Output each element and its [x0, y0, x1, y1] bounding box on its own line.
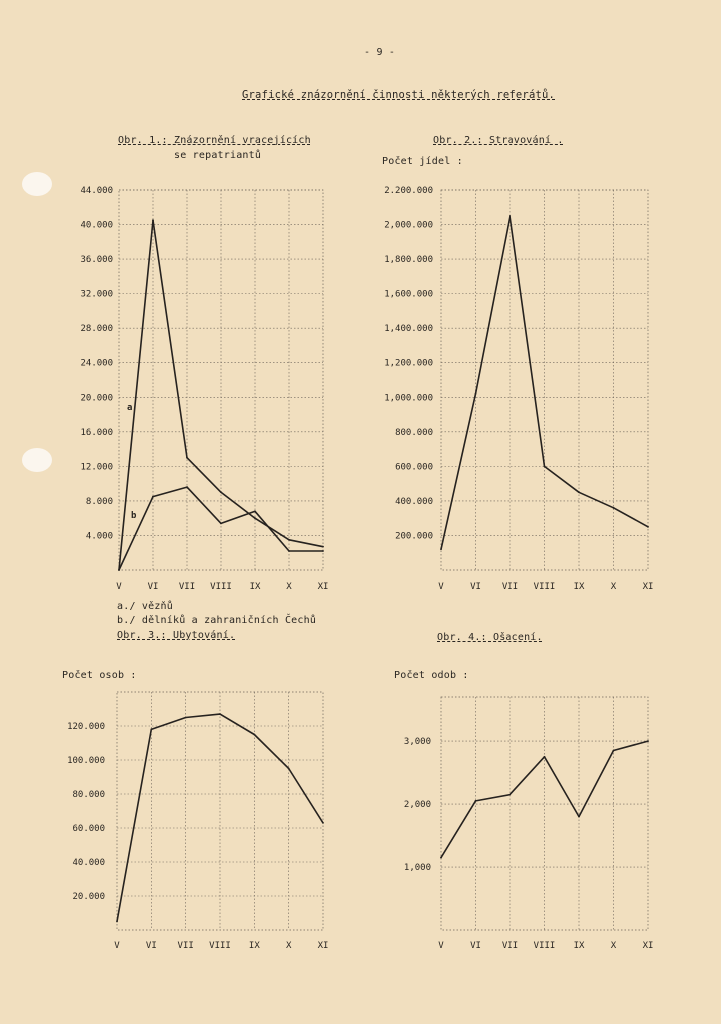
obr2-y-tick-label: 800.000 — [395, 427, 433, 438]
obr1-data-point — [118, 569, 120, 571]
obr3-x-tick-label: VI — [145, 941, 157, 951]
obr2-data-point — [440, 548, 442, 550]
obr3-y-tick-label: 80.000 — [72, 790, 105, 800]
obr2-x-tick-label: IX — [573, 582, 585, 592]
obr4-ylabel: Počet odob : — [394, 670, 469, 681]
obr3-y-tick-label: 40.000 — [72, 858, 105, 868]
obr4-data-point — [647, 740, 649, 742]
obr4-data-point — [475, 800, 477, 802]
obr2-data-point — [509, 215, 511, 217]
obr3-x-tick-label: X — [285, 941, 292, 951]
obr3-caption: Obr. 3.: Ubytování. — [117, 630, 236, 641]
obr3-x-tick-label: XI — [317, 941, 329, 951]
obr1-x-tick-label: XI — [317, 582, 329, 592]
obr2-y-tick-label: 1,800.000 — [384, 255, 433, 266]
obr4-data-point — [544, 756, 546, 758]
obr2-x-tick-label: VII — [501, 582, 519, 592]
obr2-y-tick-label: 600.000 — [395, 462, 433, 473]
obr3-data-point — [322, 822, 324, 824]
obr1-x-tick-label: VII — [178, 582, 196, 592]
obr1-x-tick-label: VI — [147, 582, 159, 592]
obr1-caption: Obr. 1.: Znázornění vracejících — [118, 135, 311, 146]
page-number: - 9 - — [364, 47, 396, 58]
obr2-y-tick-label: 1,400.000 — [384, 324, 433, 335]
obr3-data-point — [288, 768, 290, 770]
obr4-data-point — [613, 750, 615, 752]
obr3-data-point — [150, 729, 152, 731]
obr1-data-point — [220, 522, 222, 524]
obr3-data-point — [185, 717, 187, 719]
obr2-grid — [441, 190, 648, 570]
obr1-x-tick-label: IX — [249, 582, 261, 592]
obr1-x-tick-label: X — [286, 582, 292, 592]
obr3-y-tick-label: 60.000 — [72, 824, 105, 834]
obr1-series-label: b — [131, 511, 137, 522]
obr1-chart — [80, 186, 328, 592]
obr2-y-tick-label: 2.200.000 — [384, 186, 433, 196]
obr1-y-tick-label: 8.000 — [85, 496, 113, 507]
obr4-caption: Obr. 4.: Ošacení. — [437, 632, 543, 643]
obr4-data-point — [440, 857, 442, 859]
obr4-data-point — [509, 794, 511, 796]
obr2-ylabel: Počet jídel : — [382, 156, 463, 167]
obr1-x-tick-label: V — [116, 582, 122, 592]
obr1-data-point — [322, 546, 324, 548]
obr3-chart — [67, 692, 328, 951]
obr1-series-label: a — [127, 403, 133, 414]
obr1-data-point — [152, 496, 154, 498]
obr2-x-tick-label: VI — [470, 582, 481, 592]
obr2-y-tick-label: 1,600.000 — [384, 289, 433, 300]
obr3-x-tick-label: VIII — [209, 941, 231, 951]
obr1-y-tick-label: 28.000 — [80, 324, 113, 335]
obr4-x-tick-label: XI — [642, 941, 654, 951]
obr2-data-point — [613, 507, 615, 509]
obr1-y-tick-label: 20.000 — [80, 393, 113, 404]
obr1-data-point — [186, 457, 188, 459]
page-heading: Grafické znázornění činnosti některých referátů. — [242, 89, 556, 101]
obr1-y-tick-label: 12.000 — [80, 462, 113, 473]
obr4-y-tick-label: 3,000 — [403, 737, 431, 748]
obr2-y-tick-label: 1,000.000 — [384, 393, 433, 404]
obr4-y-tick-label: 2,000 — [403, 800, 431, 811]
obr3-y-tick-label: 20.000 — [72, 892, 105, 902]
obr2-y-tick-label: 200.000 — [395, 531, 433, 542]
obr3-y-tick-label: 100.000 — [67, 756, 105, 766]
obr3-data-point — [116, 921, 118, 923]
obr2-y-tick-label: 2,000.000 — [384, 220, 433, 231]
obr2-caption: Obr. 2.: Stravování . — [433, 135, 564, 146]
obr2-x-tick-label: VIII — [533, 582, 556, 592]
obr4-x-tick-label: VI — [470, 941, 481, 951]
obr1-data-point — [288, 550, 290, 552]
obr1-y-tick-label: 24.000 — [80, 358, 113, 369]
obr1-data-point — [220, 491, 222, 493]
obr3-ylabel: Počet osob : — [62, 670, 137, 681]
obr2-y-tick-label: 1,200.000 — [384, 358, 433, 369]
obr1-data-point — [254, 510, 256, 512]
obr3-data-point — [253, 734, 255, 736]
obr2-y-tick-label: 400.000 — [395, 496, 433, 507]
obr1-caption-line2: se repatriantů — [174, 150, 262, 161]
obr1-y-tick-label: 32.000 — [80, 289, 113, 300]
obr4-y-tick-label: 1,000 — [403, 863, 431, 874]
obr2-data-point — [544, 465, 546, 467]
obr4-grid — [441, 697, 648, 930]
obr1-y-tick-label: 16.000 — [80, 427, 113, 438]
obr4-x-tick-label: V — [438, 941, 444, 951]
obr4-x-tick-label: VIII — [533, 941, 556, 951]
obr1-data-point — [322, 550, 324, 552]
obr4-x-tick-label: IX — [573, 941, 585, 951]
obr3-x-tick-label: V — [114, 941, 120, 951]
obr1-data-point — [186, 486, 188, 488]
obr2-chart — [384, 186, 653, 592]
obr2-x-tick-label: XI — [642, 582, 654, 592]
obr2-x-tick-label: X — [610, 582, 617, 592]
obr4-x-tick-label: VII — [501, 941, 519, 951]
obr4-x-tick-label: X — [610, 941, 617, 951]
obr1-legend-a: a./ vězňů — [117, 601, 173, 612]
obr2-data-point — [475, 393, 477, 395]
obr2-x-tick-label: V — [438, 582, 444, 592]
obr3-data-point — [219, 713, 221, 715]
obr3-x-tick-label: VII — [177, 941, 194, 951]
obr1-data-point — [152, 219, 154, 221]
obr1-legend-b: b./ dělníků a zahraničních Čechů — [117, 615, 317, 626]
obr1-data-point — [288, 539, 290, 541]
obr1-y-tick-label: 44.000 — [80, 186, 113, 196]
obr2-data-point — [578, 491, 580, 493]
obr2-data-point — [647, 526, 649, 528]
obr4-chart — [404, 697, 654, 951]
obr3-x-tick-label: IX — [248, 941, 260, 951]
obr1-x-tick-label: VIII — [210, 582, 232, 592]
obr3-y-tick-label: 120.000 — [67, 722, 105, 732]
obr3-grid — [117, 692, 323, 930]
obr4-data-point — [578, 816, 580, 818]
obr1-y-tick-label: 4.000 — [85, 531, 113, 542]
obr1-series-line-a — [119, 220, 323, 570]
obr1-y-tick-label: 36.000 — [80, 255, 113, 266]
obr1-y-tick-label: 40.000 — [80, 220, 113, 231]
obr1-data-point — [254, 517, 256, 519]
